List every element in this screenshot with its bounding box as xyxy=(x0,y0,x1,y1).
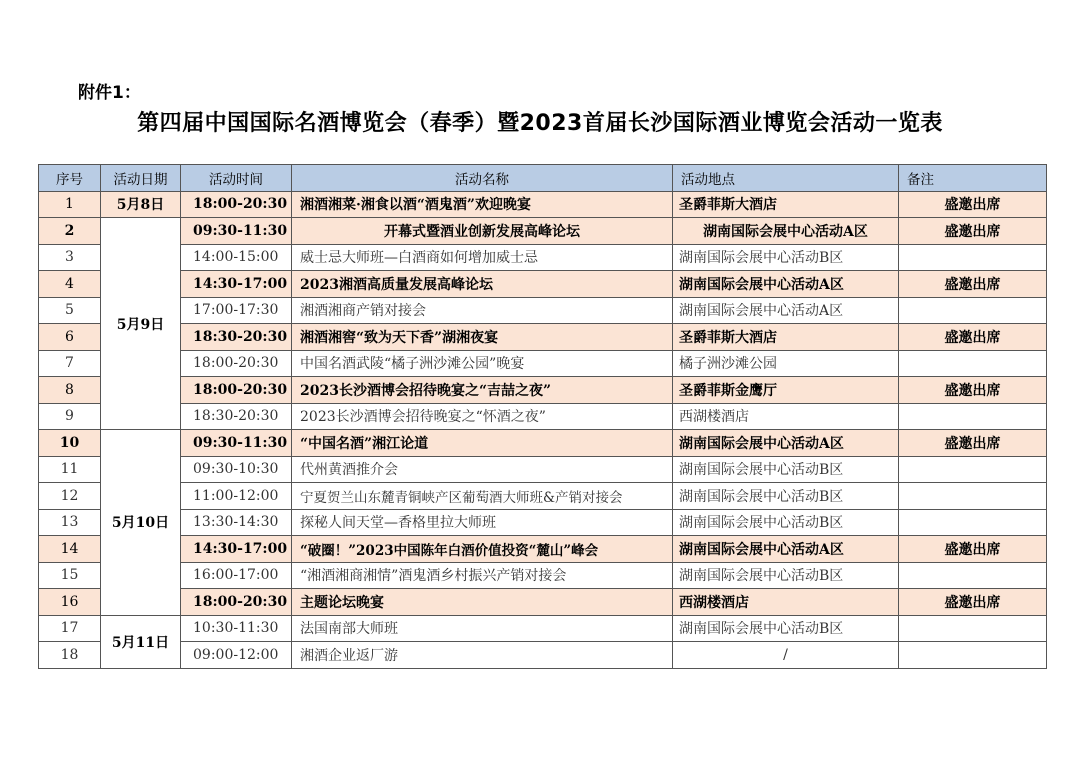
row-name: 2023长沙酒博会招待晚宴之“怀酒之夜” xyxy=(292,403,673,430)
row-time: 18:30-20:30 xyxy=(181,324,292,351)
table-header-row xyxy=(39,165,1047,192)
row-time: 13:30-14:30 xyxy=(181,509,292,536)
row-place: 湖南国际会展中心活动A区 xyxy=(673,271,899,298)
header-date: 活动日期 xyxy=(101,165,181,192)
row-no: 6 xyxy=(39,324,101,351)
table-row xyxy=(39,509,1047,536)
row-name: 湘酒湘商产销对接会 xyxy=(292,297,673,324)
row-note: 盛邀出席 xyxy=(899,191,1047,218)
table-row xyxy=(39,403,1047,430)
row-no: 2 xyxy=(39,218,101,245)
row-no: 3 xyxy=(39,244,101,271)
row-time: 18:00-20:30 xyxy=(181,589,292,616)
row-time: 16:00-17:00 xyxy=(181,562,292,589)
row-name: 代州黄酒推介会 xyxy=(292,456,673,483)
row-no: 16 xyxy=(39,589,101,616)
row-time: 09:30-11:30 xyxy=(181,218,292,245)
row-note xyxy=(899,615,1047,642)
row-place: 湖南国际会展中心活动A区 xyxy=(673,430,899,457)
table-row xyxy=(39,562,1047,589)
row-note: 盛邀出席 xyxy=(899,218,1047,245)
row-name: 威士忌大师班—白酒商如何增加威士忌 xyxy=(292,244,673,271)
row-name: 主题论坛晚宴 xyxy=(292,589,673,616)
row-time: 18:00-20:30 xyxy=(181,377,292,404)
row-place: 湖南国际会展中心活动B区 xyxy=(673,244,899,271)
date-cell: 5月10日 xyxy=(101,430,181,616)
row-note: 盛邀出席 xyxy=(899,377,1047,404)
row-note xyxy=(899,562,1047,589)
table-row xyxy=(39,589,1047,616)
row-name: 湘酒企业返厂游 xyxy=(292,642,673,669)
row-time: 18:30-20:30 xyxy=(181,403,292,430)
document-title: 第四届中国国际名酒博览会（春季）暨2023首届长沙国际酒业博览会活动一览表 xyxy=(137,111,943,136)
row-note xyxy=(899,244,1047,271)
row-place: 湖南国际会展中心活动A区 xyxy=(673,536,899,563)
row-no: 9 xyxy=(39,403,101,430)
row-time: 18:00-20:30 xyxy=(181,350,292,377)
row-note: 盛邀出席 xyxy=(899,271,1047,298)
table-row xyxy=(39,642,1047,669)
row-place: 橘子洲沙滩公园 xyxy=(673,350,899,377)
row-note xyxy=(899,642,1047,669)
row-name: 2023湘酒高质量发展高峰论坛 xyxy=(292,271,673,298)
header-place: 活动地点 xyxy=(673,165,899,192)
row-place: 湖南国际会展中心活动B区 xyxy=(673,615,899,642)
row-no: 4 xyxy=(39,271,101,298)
row-time: 11:00-12:00 xyxy=(181,483,292,510)
table-row xyxy=(39,191,1047,218)
row-no: 11 xyxy=(39,456,101,483)
row-no: 7 xyxy=(39,350,101,377)
table-row xyxy=(39,324,1047,351)
table-row xyxy=(39,483,1047,510)
row-time: 14:30-17:00 xyxy=(181,536,292,563)
row-place: / xyxy=(673,642,899,669)
row-time: 14:30-17:00 xyxy=(181,271,292,298)
table-row xyxy=(39,218,1047,245)
row-no: 8 xyxy=(39,377,101,404)
row-place: 圣爵菲斯大酒店 xyxy=(673,191,899,218)
row-name: “湘酒湘商湘情”酒鬼酒乡村振兴产销对接会 xyxy=(292,562,673,589)
row-time: 09:00-12:00 xyxy=(181,642,292,669)
row-place: 湖南国际会展中心活动B区 xyxy=(673,483,899,510)
row-name: 法国南部大师班 xyxy=(292,615,673,642)
row-no: 13 xyxy=(39,509,101,536)
row-no: 17 xyxy=(39,615,101,642)
row-no: 15 xyxy=(39,562,101,589)
row-no: 5 xyxy=(39,297,101,324)
row-note xyxy=(899,456,1047,483)
date-cell: 5月9日 xyxy=(101,218,181,430)
row-name: 湘酒湘菜·湘食以酒“酒鬼酒”欢迎晚宴 xyxy=(292,191,673,218)
row-time: 17:00-17:30 xyxy=(181,297,292,324)
row-note xyxy=(899,483,1047,510)
row-name: 中国名酒武陵“橘子洲沙滩公园”晚宴 xyxy=(292,350,673,377)
table-row xyxy=(39,271,1047,298)
row-place: 湖南国际会展中心活动A区 xyxy=(673,218,899,245)
row-note xyxy=(899,297,1047,324)
row-name: “破圈！”2023中国陈年白酒价值投资“麓山”峰会 xyxy=(292,536,673,563)
row-time: 09:30-11:30 xyxy=(181,430,292,457)
activity-table xyxy=(38,164,1047,669)
row-note: 盛邀出席 xyxy=(899,536,1047,563)
row-time: 18:00-20:30 xyxy=(181,191,292,218)
row-place: 圣爵菲斯大酒店 xyxy=(673,324,899,351)
table-row xyxy=(39,536,1047,563)
row-place: 圣爵菲斯金鹰厅 xyxy=(673,377,899,404)
header-no: 序号 xyxy=(39,165,101,192)
row-time: 10:30-11:30 xyxy=(181,615,292,642)
row-note xyxy=(899,403,1047,430)
header-name: 活动名称 xyxy=(292,165,673,192)
row-name: 湘酒湘窖“致为天下香”湖湘夜宴 xyxy=(292,324,673,351)
table-row xyxy=(39,350,1047,377)
row-place: 湖南国际会展中心活动A区 xyxy=(673,297,899,324)
row-name: 宁夏贺兰山东麓青铜峡产区葡萄酒大师班&产销对接会 xyxy=(292,483,673,510)
attachment-label: 附件1： xyxy=(78,83,141,103)
table-row xyxy=(39,377,1047,404)
row-note: 盛邀出席 xyxy=(899,430,1047,457)
row-no: 18 xyxy=(39,642,101,669)
row-place: 西湖楼酒店 xyxy=(673,589,899,616)
row-no: 10 xyxy=(39,430,101,457)
row-no: 12 xyxy=(39,483,101,510)
table-row xyxy=(39,456,1047,483)
row-note: 盛邀出席 xyxy=(899,589,1047,616)
table-row xyxy=(39,615,1047,642)
table-row xyxy=(39,244,1047,271)
row-note: 盛邀出席 xyxy=(899,324,1047,351)
row-no: 1 xyxy=(39,191,101,218)
header-time: 活动时间 xyxy=(181,165,292,192)
row-name: 探秘人间天堂—香格里拉大师班 xyxy=(292,509,673,536)
row-note xyxy=(899,509,1047,536)
row-place: 湖南国际会展中心活动B区 xyxy=(673,562,899,589)
date-cell: 5月11日 xyxy=(101,615,181,668)
row-place: 西湖楼酒店 xyxy=(673,403,899,430)
table-row xyxy=(39,297,1047,324)
row-name: 开幕式暨酒业创新发展高峰论坛 xyxy=(292,218,673,245)
header-note: 备注 xyxy=(899,165,1047,192)
row-time: 09:30-10:30 xyxy=(181,456,292,483)
row-name: 2023长沙酒博会招待晚宴之“吉喆之夜” xyxy=(292,377,673,404)
row-name: “中国名酒”湘江论道 xyxy=(292,430,673,457)
date-cell: 5月8日 xyxy=(101,191,181,218)
row-time: 14:00-15:00 xyxy=(181,244,292,271)
row-place: 湖南国际会展中心活动B区 xyxy=(673,509,899,536)
row-place: 湖南国际会展中心活动B区 xyxy=(673,456,899,483)
row-no: 14 xyxy=(39,536,101,563)
table-row xyxy=(39,430,1047,457)
row-note xyxy=(899,350,1047,377)
